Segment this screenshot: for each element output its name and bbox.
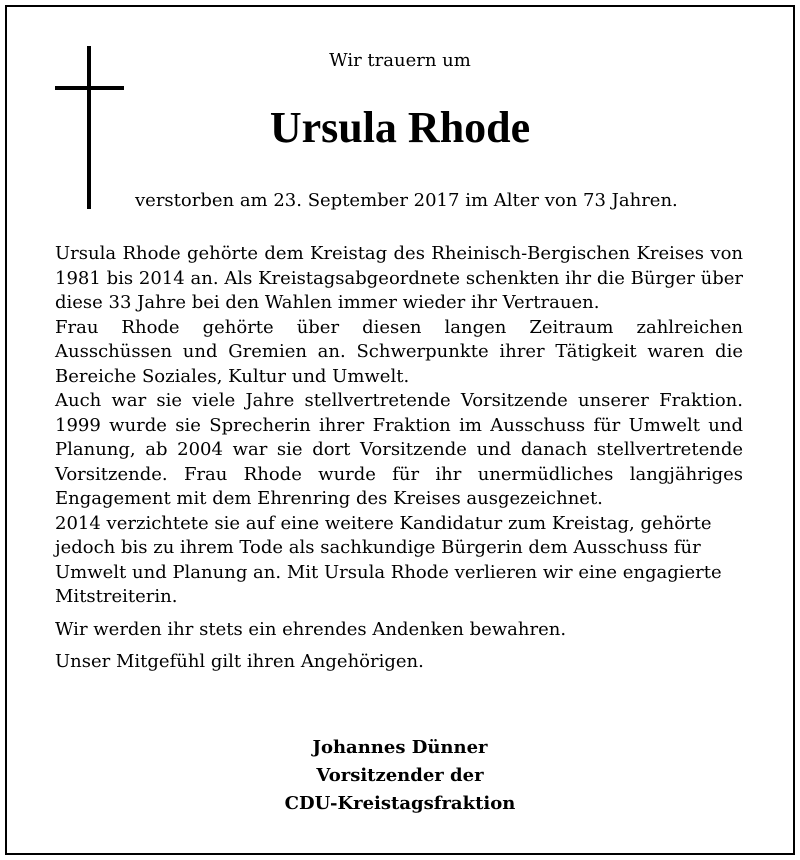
signature-role: Vorsitzender der (316, 765, 484, 786)
signature-block (0, 734, 800, 818)
paragraph-career: Ursula Rhode gehörte dem Kreistag des Rheinisch-Bergischen Kreises von 1981 bis 2014 an. Als Kreistagsabgeordnete schenkten ihr die Bürger über diese 33 Jahre bei den Wahlen immer wieder ihr Vertrauen. (55, 243, 743, 313)
paragraph-fraktion: Auch war sie viele Jahre stellvertretende Vorsitzende unserer Fraktion. 1999 wurde sie Sprecherin ihrer Fraktion im Ausschuss für Umwelt und Planung, ab 2004 war sie dort Vorsitzende und danach stellvertretende Vorsitzende. Frau Rhode wurde für ihr unermüdliches langjähriges Engagement mit dem Ehrenring des Kreises ausgezeichnet. (55, 390, 743, 509)
paragraph-condolence: Unser Mitgefühl gilt ihren Angehörigen. (55, 651, 424, 672)
death-date-line: verstorben am 23. September 2017 im Alter von 73 Jahren. (135, 190, 678, 211)
deceased-name: Ursula Rhode (269, 103, 531, 152)
paragraph-remembrance: Wir werden ihr stets ein ehrendes Andenken bewahren. (55, 618, 567, 640)
paragraph-retirement: 2014 verzichtete sie auf eine weitere Kandidatur zum Kreistag, gehörte jedoch bis zu ihrem Tode als sachkundige Bürgerin dem Ausschuss für Umwelt und Planung an. Mit Ursula Rhode verlieren wir eine engagierte Mitstreiterin. (55, 512, 722, 607)
paragraph-committees: Frau Rhode gehörte über diesen langen Zeitraum zahlreichen Ausschüssen und Gremien an. Schwerpunkte ihrer Tätigkeit waren die Bereiche Soziales, Kultur und Umwelt. (55, 316, 743, 387)
cross-horizontal-bar (55, 86, 124, 90)
intro-line: Wir trauern um (329, 50, 471, 71)
signature-organization: CDU-Kreistagsfraktion (284, 793, 516, 814)
signature-name: Johannes Dünner (312, 737, 488, 758)
obituary-body (55, 242, 743, 675)
